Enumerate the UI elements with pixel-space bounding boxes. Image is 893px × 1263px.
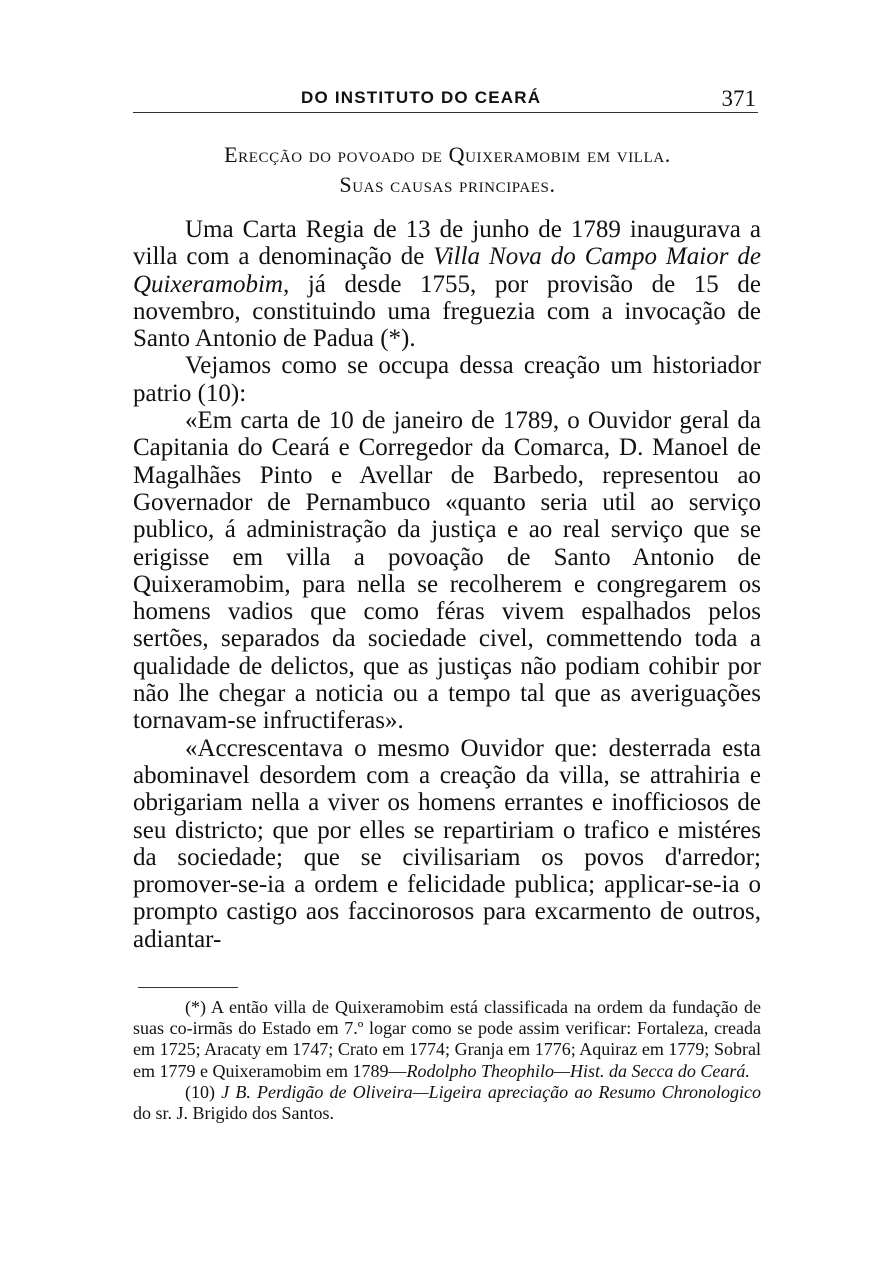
section-heading-line-2: Suas causas principaes. xyxy=(339,172,556,197)
footnote-rule xyxy=(138,987,238,988)
footnotes xyxy=(133,997,761,1124)
running-head-title: DO INSTITUTO DO CEARÁ xyxy=(301,88,542,107)
paragraph-4: «Accrescentava o mesmo Ouvidor que: desterrada esta abominavel desordem com a creação da villa, se attrahiria e obrigariam nella a viver os homens errantes e inofficiosos de seu districto; que por elles se repartiriam o trafico e mistéres da sociedade; que se civilisariam os povos d'arredor; promover-se-ia a ordem e felicidade publica; applicar-se-ia o prompto castigo aos faccinorosos para excarmento de outros, adiantar- xyxy=(133,734,761,953)
running-head xyxy=(133,86,758,113)
footnote-2-italic: J B. Perdigão de Oliveira—Ligeira apreciação ao Resumo Chronologico xyxy=(221,1081,761,1102)
footnote-2 xyxy=(133,1082,761,1124)
section-heading-line-1: Erecção do povoado de Quixeramobim em villa. xyxy=(224,142,671,167)
page-number: 371 xyxy=(721,86,756,111)
footnote-2-text-a: (10) xyxy=(185,1081,222,1102)
footnote-1-text: (*) A então villa de Quixeramobim está classificada na ordem da fundação de suas co-irmãs do Estado em 7.º logar como se pode assim verificar: Fortaleza, creada em 1725; Aracaty em 1747; Crato em 1774; Granja em 1776; Aquiraz em 1779; Sobral em 1779 e Quixeramobim em 1789— xyxy=(133,997,761,1081)
paragraph-1-italic: Villa Nova do Campo Maior de Quixeramobim, xyxy=(133,243,761,298)
paragraph-1 xyxy=(133,216,761,352)
body-text xyxy=(133,216,761,953)
paragraph-3: «Em carta de 10 de janeiro de 1789, o Ouvidor geral da Capitania do Ceará e Corregedor da Comarca, D. Manoel de Magalhães Pinto e Avellar de Barbedo, representou ao Governador de Pernambuco «quanto seria util ao serviço publico, á administração da justiça e ao real serviço que se erigisse em villa a povoação de Santo Antonio de Quixeramobim, para nella se recolherem e congregarem os homens vadios que como féras vivem espalhados pelos sertões, separados da sociedade civel, commettendo toda a qualidade de delictos, que as justiças não podiam cohibir por não lhe chegar a noticia ou a tempo tal que as averiguações tornavam-se infructiferas». xyxy=(133,407,761,735)
paragraph-1-text-b: já desde 1755, por provisão de 15 de novembro, constituindo uma freguezia com a invocação de Santo Antonio de Padua (*). xyxy=(133,270,761,353)
footnote-2-text-b: do sr. J. Brigido dos Santos. xyxy=(133,1103,335,1124)
paragraph-2: Vejamos como se occupa dessa creação um historiador patrio (10): xyxy=(133,352,761,407)
paragraph-1-text-a: Uma Carta Regia de 13 de junho de 1789 inaugurava a villa com a denominação de xyxy=(133,216,761,271)
section-heading xyxy=(110,140,785,200)
footnote-1 xyxy=(133,997,761,1082)
footnote-1-italic: Rodolpho Theophilo—Hist. da Secca do Ceará. xyxy=(406,1060,750,1081)
